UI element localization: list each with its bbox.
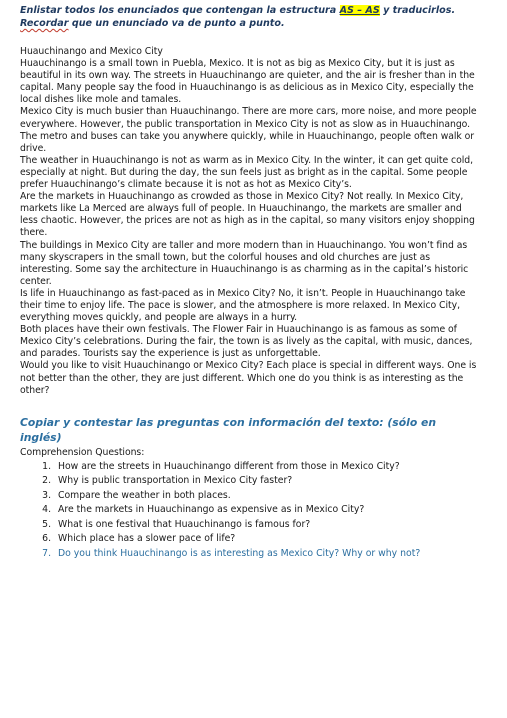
- instruction-line-1: [20, 4, 481, 17]
- question-item: 2. Why is public transportation in Mexico City faster?: [54, 474, 481, 489]
- question-item: 7. Do you think Huauchinango is as interesting as Mexico City? Why or why not?: [54, 547, 481, 562]
- instruction-rest: que un enunciado va de punto a punto.: [68, 18, 285, 29]
- questions-instruction-heading: Copiar y contestar las preguntas con información del texto: (sólo en inglés): [20, 415, 437, 444]
- question-item: 4. Are the markets in Huauchinango as expensive as in Mexico City?: [54, 503, 481, 518]
- question-item: 6. Which place has a slower pace of life?: [54, 532, 481, 547]
- question-item: 5. What is one festival that Huauchinango is famous for?: [54, 518, 481, 533]
- paragraph: Mexico City is much busier than Huauchinango. There are more cars, more noise, and more people everywhere. However, the public transportation in Mexico City is not as slow as in Huauchinango. The metro and buses can take you anywhere quickly, while in Huauchinango, people often walk or drive.: [20, 106, 477, 154]
- paragraph: Would you like to visit Huauchinango or Mexico City? Each place is special in different ways. One is not better than the other, they are just different. Which one do you think is as interesting as the other?: [20, 360, 477, 396]
- instruction-text: Enlistar todos los enunciados que contengan la estructura: [20, 5, 340, 16]
- instruction-line-2: [20, 17, 481, 30]
- paragraph: Both places have their own festivals. The Flower Fair in Huauchinango is as famous as some of Mexico City’s celebrations. During the fair, the town is as lively as the capital, with music, dances, and parades. Tourists say the experience is just as unforgettable.: [20, 324, 473, 360]
- questions-list: [20, 460, 481, 562]
- paragraph: Huauchinango is a small town in Puebla, Mexico. It is not as big as Mexico City, but it is just as beautiful in its own way. The streets in Huauchinango are quieter, and the air is fresher than in the capital. Many people say the food in Huauchinango is as delicious as in Mexico City, especially the local dishes like mole and tamales.: [20, 58, 475, 106]
- paragraph: The weather in Huauchinango is not as warm as in Mexico City. In the winter, it can get quite cold, especially at night. But during the day, the sun feels just as bright as in the capital. Some people prefer Huauchinango’s climate because it is not as hot as Mexico City’s.: [20, 154, 474, 191]
- instruction-text-end: y traducirlos.: [379, 5, 456, 16]
- reading-text: [20, 46, 481, 397]
- instruction-keyword: Recordar: [20, 18, 69, 29]
- paragraph: Are the markets in Huauchinango as crowded as those in Mexico City? Not really. In Mexico City, markets like La Merced are always full of people. In Huauchinango, the markets are smaller and less chaotic. However, the prices are not as high as in the capital, so many visitors enjoy shopping there.: [20, 191, 475, 239]
- question-item: 1. How are the streets in Huauchinango different from those in Mexico City?: [54, 460, 481, 475]
- questions-title: Comprehension Questions:: [20, 446, 145, 458]
- paragraph: Is life in Huauchinango as fast-paced as in Mexico City? No, it isn’t. People in Huauchinango take their time to enjoy life. The pace is slower, and the atmosphere is more relaxed. In Mexico City, everything moves quickly, and people are always in a hurry.: [20, 287, 466, 324]
- reading-title: Huauchinango and Mexico City: [20, 46, 163, 57]
- highlighted-structure: AS – AS: [339, 5, 380, 16]
- question-item: 3. Compare the weather in both places.: [54, 489, 481, 504]
- paragraph: The buildings in Mexico City are taller and more modern than in Huauchinango. You won’t find as many skyscrapers in the small town, but the colorful houses and old churches are just as interesting. Some say the architecture in Huauchinango is as charming as in the capital’s historic center.: [20, 239, 469, 287]
